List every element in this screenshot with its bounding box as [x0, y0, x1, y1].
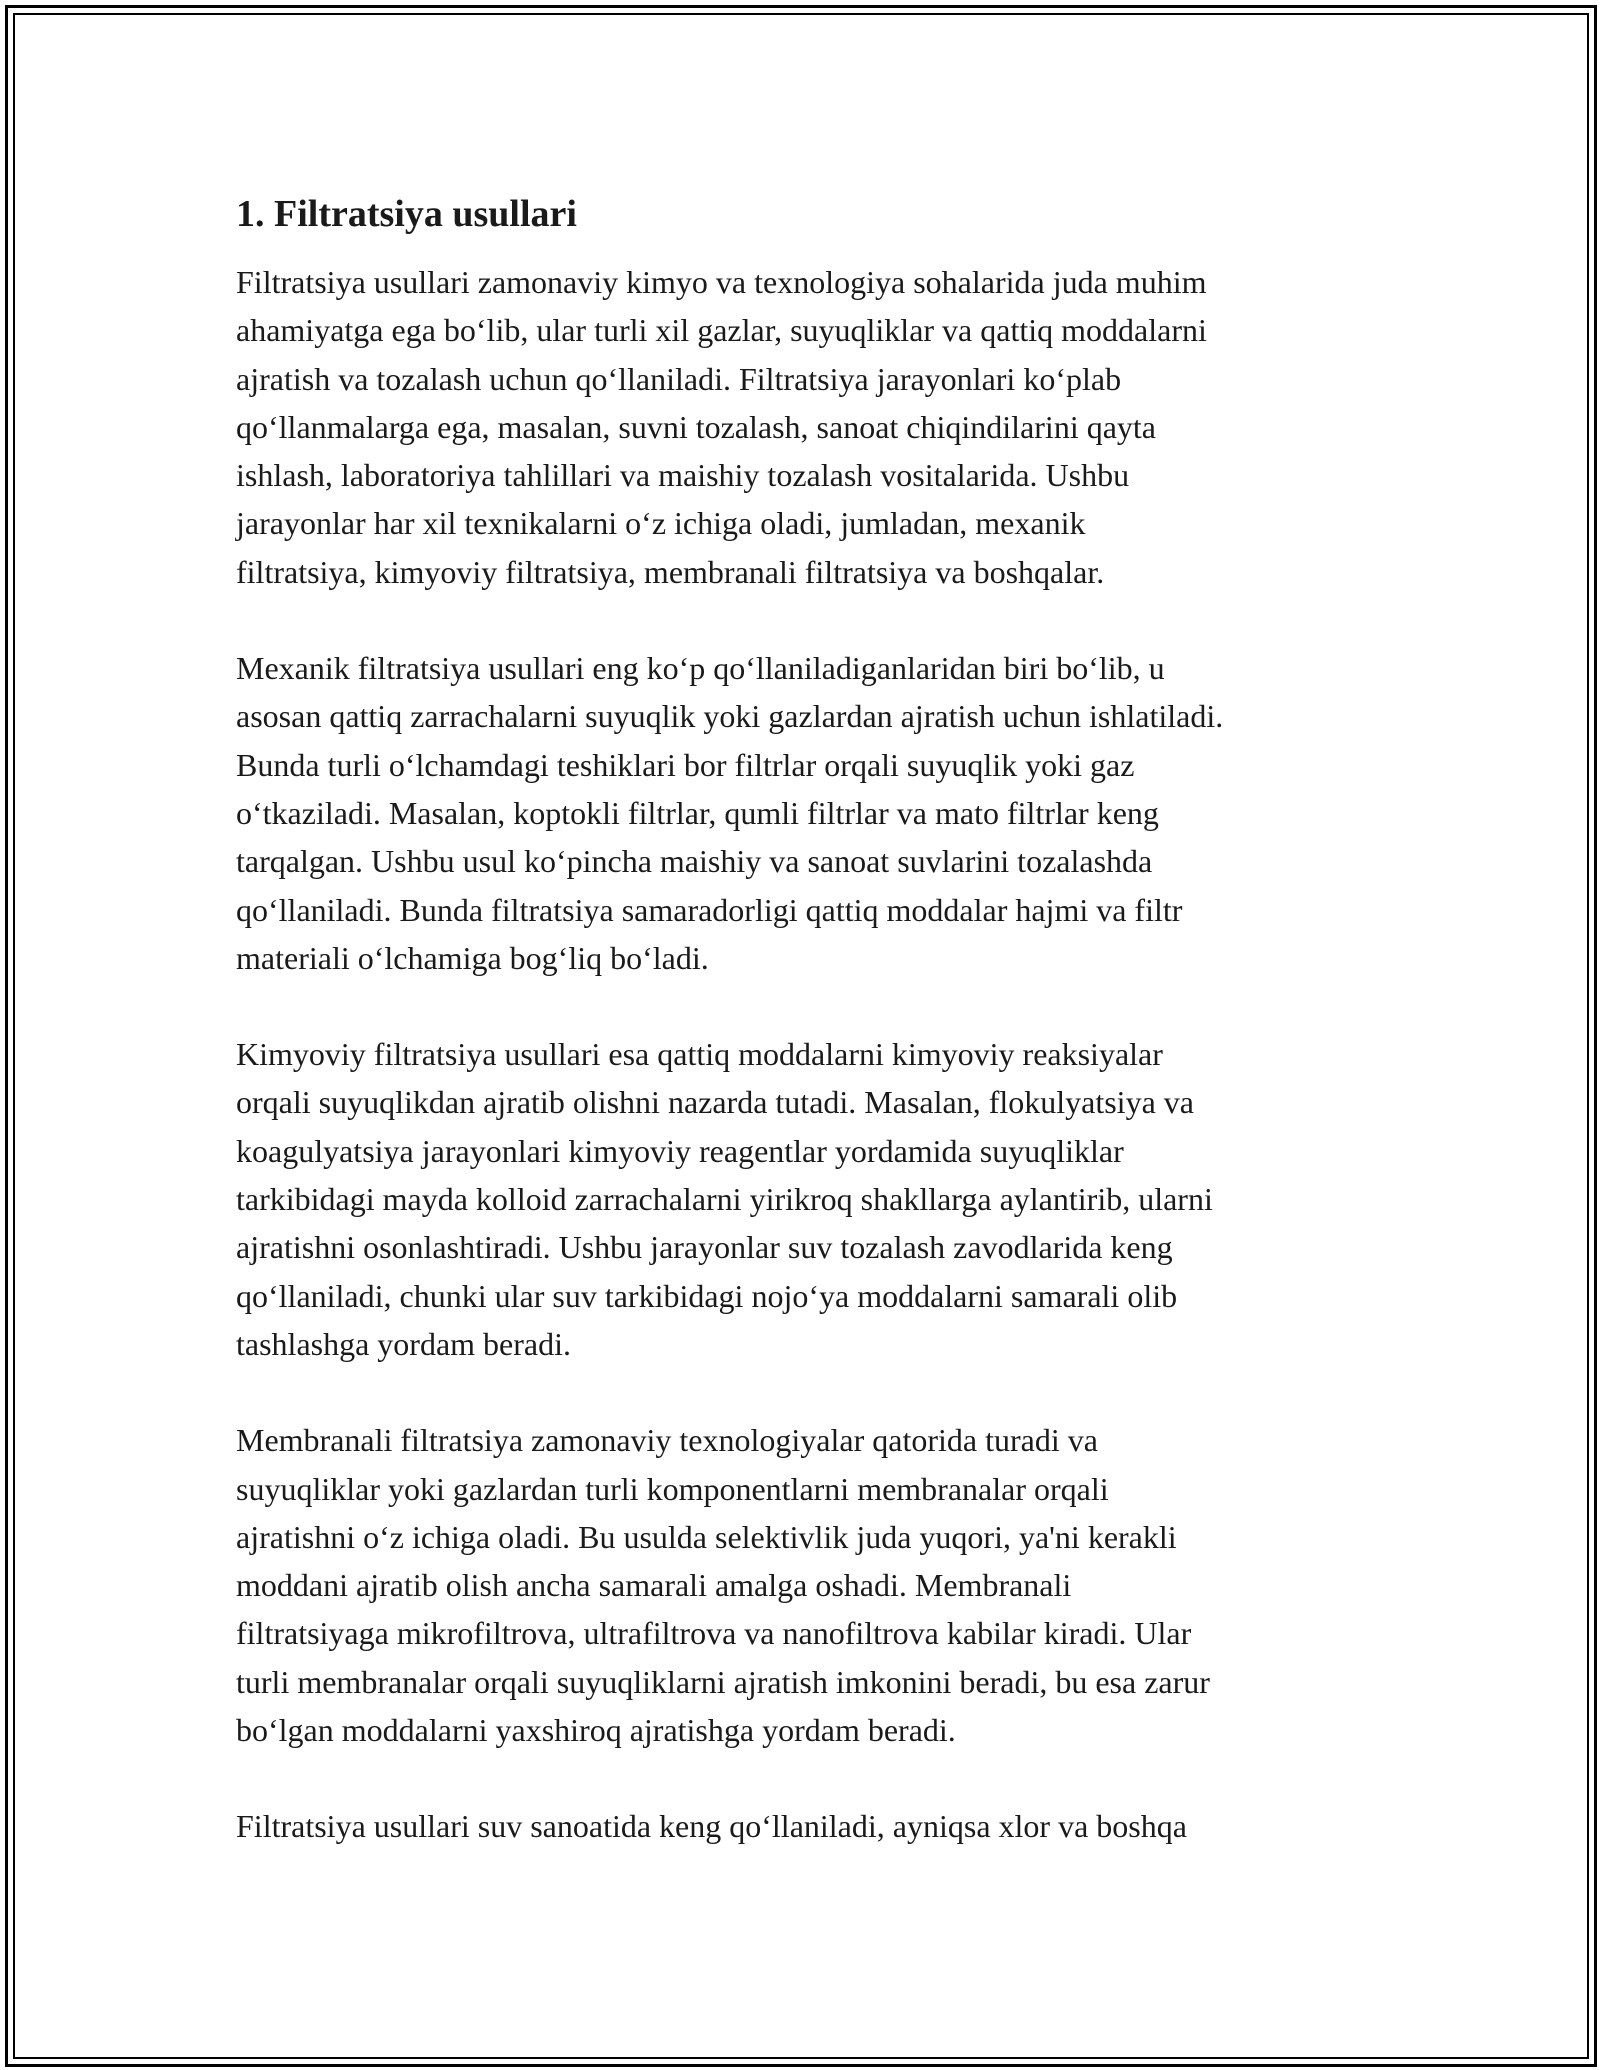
text-line: qo‘llaniladi, chunki ular suv tarkibidagi nojo‘ya moddalarni samarali olib [236, 1277, 1178, 1314]
text-line: ajratish va tozalash uchun qo‘llaniladi. Filtratsiya jarayonlari ko‘plab [236, 360, 1122, 397]
text-line: Mexanik filtratsiya usullari eng ko‘p qo‘llaniladiganlaridan biri bo‘lib, u [236, 650, 1165, 687]
text-line: orqali suyuqlikdan ajratib olishni nazarda tutadi. Masalan, flokulyatsiya va [236, 1084, 1194, 1121]
text-line: o‘tkaziladi. Masalan, koptokli filtrlar, qumli filtrlar va mato filtrlar keng [236, 794, 1159, 831]
paragraph-membrane [236, 1416, 1376, 1754]
text-line: Kimyoviy filtratsiya usullari esa qattiq moddalarni kimyoviy reaksiyalar [236, 1036, 1163, 1073]
text-line: tarqalgan. Ushbu usul ko‘pincha maishiy va sanoat suvlarini tozalashda [236, 843, 1153, 880]
text-line: qo‘llaniladi. Bunda filtratsiya samaradorligi qattiq moddalar hajmi va filtr [236, 891, 1183, 928]
text-line: filtratsiyaga mikrofiltrova, ultrafiltrova va nanofiltrova kabilar kiradi. Ular [236, 1615, 1192, 1652]
text-line: bo‘lgan moddalarni yaxshiroq ajratishga yordam beradi. [236, 1712, 956, 1749]
text-line: materiali o‘lchamiga bog‘liq bo‘ladi. [236, 939, 709, 976]
text-line: turli membranalar orqali suyuqliklarni ajratish imkonini beradi, bu esa zarur [236, 1663, 1210, 1700]
text-line: Filtratsiya usullari suv sanoatida keng qo‘llaniladi, ayniqsa xlor va boshqa [236, 1808, 1187, 1845]
text-line: qo‘llanmalarga ega, masalan, suvni tozalash, sanoat chiqindilarini qayta [236, 408, 1156, 445]
text-line: ahamiyatga ega bo‘lib, ular turli xil gazlar, suyuqliklar va qattiq moddalarni [236, 312, 1207, 349]
text-line: moddani ajratib olish ancha samarali amalga oshadi. Membranali [236, 1567, 1072, 1604]
document-body [236, 190, 1376, 1899]
paragraph-mechanical [236, 644, 1376, 982]
paragraph-water-industry [236, 1802, 1376, 1850]
section-heading: 1. Filtratsiya usullari [236, 193, 577, 235]
text-line: asosan qattiq zarrachalarni suyuqlik yoki gazlardan ajratish uchun ishlatiladi. [236, 698, 1224, 735]
text-line: Membranali filtratsiya zamonaviy texnologiyalar qatorida turadi va [236, 1422, 1098, 1459]
text-line: tarkibidagi mayda kolloid zarrachalarni yirikroq shakllarga aylantirib, ularni [236, 1181, 1213, 1218]
text-line: Filtratsiya usullari zamonaviy kimyo va texnologiya sohalarida juda muhim [236, 264, 1207, 300]
text-line: ajratishni osonlashtiradi. Ushbu jarayonlar suv tozalash zavodlarida keng [236, 1229, 1173, 1266]
text-line: ajratishni o‘z ichiga oladi. Bu usulda selektivlik juda yuqori, ya'ni kerakli [236, 1518, 1177, 1555]
text-line: tashlashga yordam beradi. [236, 1325, 571, 1362]
paragraph-chemical [236, 1030, 1376, 1368]
text-line: filtratsiya, kimyoviy filtratsiya, membranali filtratsiya va boshqalar. [236, 553, 1105, 590]
text-line: koagulyatsiya jarayonlari kimyoviy reagentlar yordamida suyuqliklar [236, 1132, 1124, 1169]
paragraph-intro [236, 258, 1376, 596]
text-line: suyuqliklar yoki gazlardan turli komponentlarni membranalar orqali [236, 1470, 1109, 1507]
text-line: jarayonlar har xil texnikalarni o‘z ichiga oladi, jumladan, mexanik [236, 505, 1086, 542]
text-line: ishlash, laboratoriya tahlillari va maishiy tozalash vositalarida. Ushbu [236, 457, 1130, 494]
text-line: Bunda turli o‘lchamdagi teshiklari bor filtrlar orqali suyuqlik yoki gaz [236, 746, 1135, 783]
